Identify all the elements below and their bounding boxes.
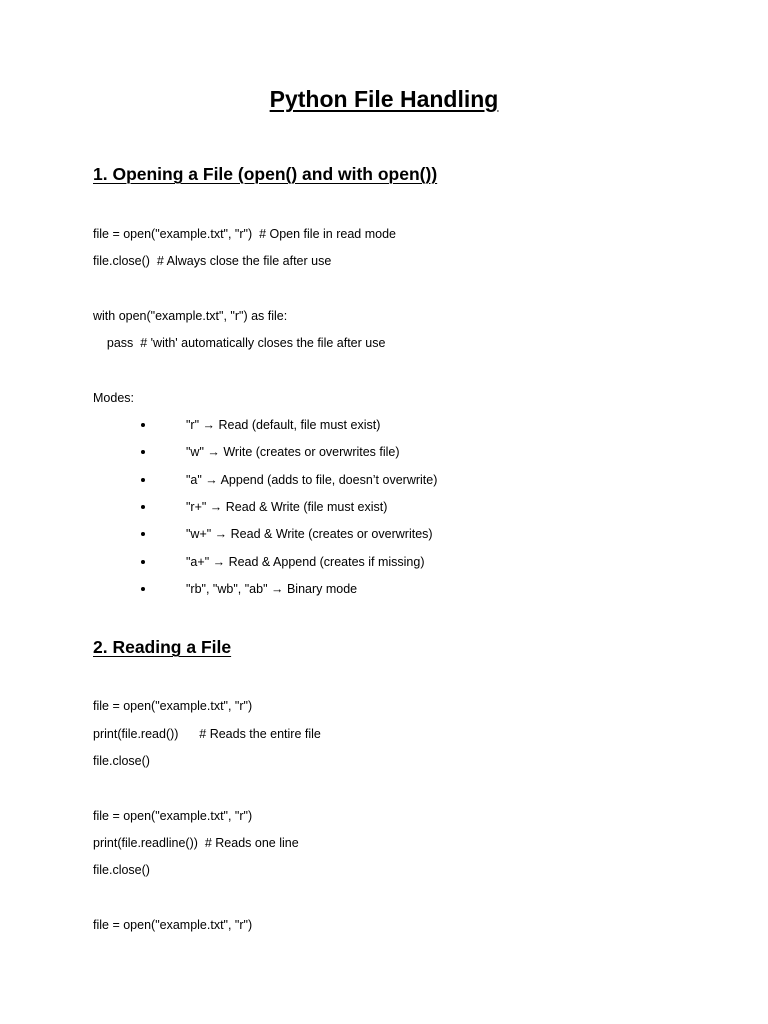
code-line: file = open("example.txt", "r") — [93, 809, 253, 823]
list-item-text: "r+" → Read & Write (file must exist) — [186, 500, 388, 514]
section-heading-reading-file: 2. Reading a File — [93, 637, 232, 657]
code-line: file = open("example.txt", "r") # Open file in read mode — [93, 227, 396, 241]
list-item-text: "a" → Append (adds to file, doesn’t overwrite) — [186, 473, 438, 487]
code-line: file.close() — [93, 754, 150, 768]
list-item — [0, 472, 768, 488]
list-item-text: "r" → Read (default, file must exist) — [186, 418, 381, 432]
list-item-text: "w" → Write (creates or overwrites file) — [186, 445, 400, 459]
list-item — [0, 499, 768, 515]
section-heading-opening-file: 1. Opening a File (open() and with open()) — [93, 164, 438, 184]
list-item — [0, 581, 768, 597]
bullet-icon — [141, 478, 145, 482]
list-item — [0, 526, 768, 542]
bullet-icon — [141, 450, 145, 454]
code-line: print(file.read()) # Reads the entire file — [93, 727, 321, 741]
code-line: print(file.readline()) # Reads one line — [93, 836, 299, 850]
bullet-icon — [141, 505, 145, 509]
list-item-text: "a+" → Read & Append (creates if missing) — [186, 555, 425, 569]
code-line: file = open("example.txt", "r") — [93, 918, 253, 932]
code-line: file.close() # Always close the file after use — [93, 254, 332, 268]
document-title: Python File Handling — [269, 86, 499, 112]
list-item — [0, 554, 768, 570]
modes-label: Modes: — [93, 391, 134, 405]
bullet-icon — [141, 560, 145, 564]
bullet-icon — [141, 587, 145, 591]
list-item — [0, 417, 768, 433]
code-line: pass # 'with' automatically closes the file after use — [93, 336, 386, 350]
list-item — [0, 444, 768, 460]
code-line: file = open("example.txt", "r") — [93, 699, 253, 713]
bullet-icon — [141, 423, 145, 427]
list-item-text: "w+" → Read & Write (creates or overwrites) — [186, 527, 433, 541]
bullet-icon — [141, 532, 145, 536]
code-line: file.close() — [93, 863, 150, 877]
code-line: with open("example.txt", "r") as file: — [93, 309, 288, 323]
list-item-text: "rb", "wb", "ab" → Binary mode — [186, 582, 358, 596]
